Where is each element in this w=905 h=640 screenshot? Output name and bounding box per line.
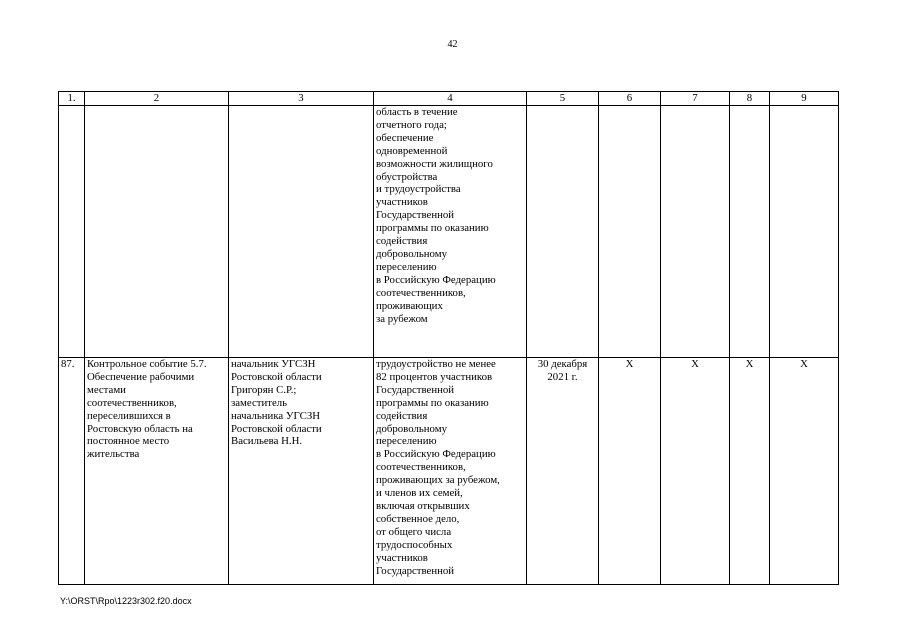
cell-text-line: соотечественников, (376, 286, 466, 299)
cell-text-line: в Российскую Федерацию (376, 448, 496, 461)
cell-text-line: начальник УГСЗН (231, 358, 316, 370)
deadline-cell (527, 106, 599, 358)
cell-text-line: добровольному (376, 422, 447, 435)
col8-cell (730, 106, 770, 358)
cell-text-line: программы по оказанию (376, 222, 489, 235)
cell-text-line: Григорян С.Р.; (231, 383, 297, 396)
cell-text-line: область в течение (376, 106, 458, 118)
cell-text-line: обустройства (376, 170, 438, 183)
col6-cell: Х (599, 358, 661, 585)
header-cell-8: 8 (730, 92, 770, 106)
cell-text-line: включая открывших (376, 499, 470, 512)
cell-text-line: и трудоустройства (376, 183, 461, 196)
cell-text-line: постоянное место (87, 435, 170, 448)
responsible-cell (229, 358, 374, 585)
cell-text-line: Васильева Н.Н. (231, 435, 303, 448)
cell-text-line: 30 декабря (537, 358, 588, 370)
col7-cell (661, 106, 730, 358)
event-cell (85, 358, 229, 585)
cell-text-line: собственное дело, (376, 512, 460, 525)
cell-text-line: Контрольное событие 5.7. (87, 358, 207, 370)
cell-text-line: 2021 г. (547, 370, 578, 383)
indicator-cell (374, 106, 527, 358)
header-cell-1: 1. (59, 92, 85, 106)
cell-text-line: соотечественников, (87, 396, 177, 409)
deadline-cell (527, 358, 599, 585)
header-row (59, 92, 839, 106)
col7-cell: Х (661, 358, 730, 585)
header-cell-7: 7 (661, 92, 730, 106)
header-cell-5: 5 (527, 92, 599, 106)
event-cell (85, 106, 229, 358)
cell-text-line: переселившихся в (87, 409, 171, 422)
header-cell-4: 4 (374, 92, 527, 106)
cell-text-line: проживающих (376, 299, 443, 312)
cell-text-line: Ростовской области (231, 370, 322, 383)
cell-text-line: от общего числа (376, 525, 452, 538)
col6-cell (599, 106, 661, 358)
cell-text-line: одновременной (376, 144, 448, 157)
page-number: 42 (447, 39, 458, 50)
row-number (59, 106, 85, 358)
cell-text-line: Ростовскую область на (87, 422, 193, 435)
cell-text-line: Государственной (376, 564, 455, 577)
cell-text-line: и членов их семей, (376, 487, 463, 500)
header-cell-9: 9 (770, 92, 839, 106)
cell-text-line: трудоустройство не менее (376, 358, 496, 370)
cell-text-line: трудоспособных (376, 538, 453, 551)
cell-text-line: проживающих за рубежом, (376, 474, 500, 487)
cell-text-line: переселению (376, 260, 437, 273)
cell-text-line: содействия (376, 235, 428, 248)
cell-text-line: участников (376, 551, 428, 564)
table-row (59, 358, 839, 585)
cell-text-line: отчетного года; (376, 118, 447, 131)
row-number: 87. (59, 358, 85, 585)
header-cell-2: 2 (85, 92, 229, 106)
cell-text-line: Ростовской области (231, 422, 322, 435)
header-cell-6: 6 (599, 92, 661, 106)
table-row (59, 106, 839, 358)
cell-text-line: соотечественников, (376, 461, 466, 474)
cell-text-line: добровольному (376, 247, 447, 260)
cell-text-line: участников (376, 196, 428, 209)
col9-cell (770, 106, 839, 358)
header-cell-3: 3 (229, 92, 374, 106)
cell-text-line: начальника УГСЗН (231, 409, 321, 422)
cell-text-line: 82 процентов участников (376, 370, 493, 383)
cell-text-line: Государственной (376, 383, 455, 396)
cell-text-line: переселению (376, 435, 437, 448)
responsible-cell (229, 106, 374, 358)
cell-text-line: обеспечение (376, 131, 434, 144)
cell-text-line: Обеспечение рабочими (87, 370, 195, 383)
indicator-cell (374, 358, 527, 585)
file-path-footer: Y:\ORST\Rpo\1223r302.f20.docx (60, 596, 192, 606)
cell-text-line: в Российскую Федерацию (376, 273, 496, 286)
cell-text-line: заместитель (231, 396, 288, 409)
cell-text-line: местами (87, 383, 126, 396)
cell-text-line: возможности жилищного (376, 157, 493, 170)
cell-text-line: Государственной (376, 209, 455, 222)
cell-text-line: за рубежом (376, 312, 428, 325)
col8-cell: Х (730, 358, 770, 585)
cell-text-line: жительства (87, 448, 140, 461)
cell-text-line: содействия (376, 409, 428, 422)
col9-cell: Х (770, 358, 839, 585)
plan-table (58, 91, 839, 585)
cell-text-line: программы по оказанию (376, 396, 489, 409)
